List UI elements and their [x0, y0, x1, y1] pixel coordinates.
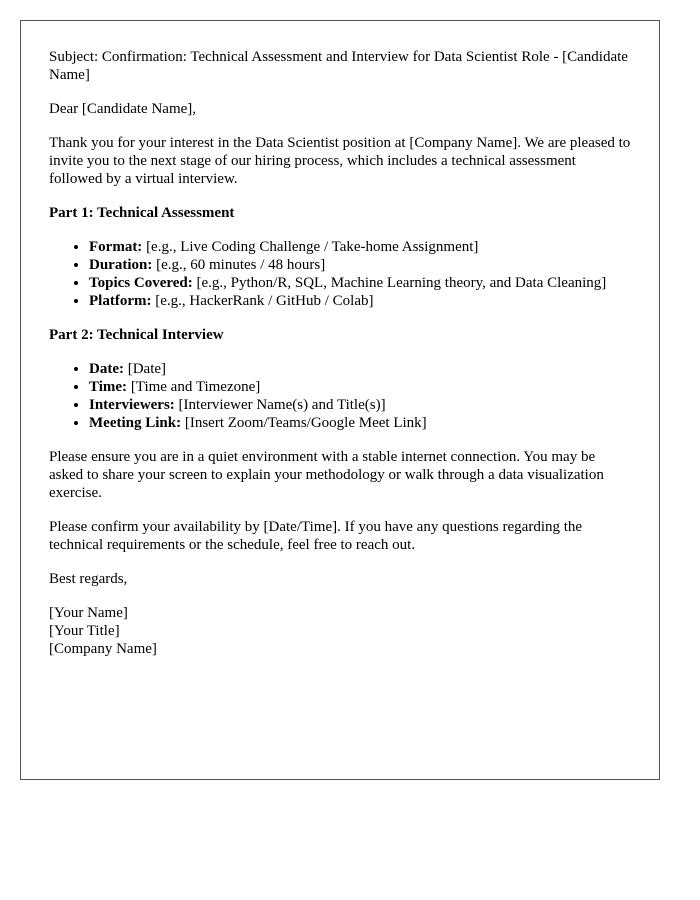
part1-list — [49, 238, 631, 310]
item-value: [Insert Zoom/Teams/Google Meet Link] — [181, 415, 427, 431]
list-item — [89, 414, 631, 432]
signature-name: [Your Name] — [49, 605, 128, 621]
item-value: [Date] — [123, 361, 167, 377]
item-value: [e.g., HackerRank / GitHub / Colab] — [151, 293, 374, 309]
item-term: Meeting Link: — [89, 415, 182, 431]
item-term: Platform: — [89, 293, 152, 309]
list-item — [89, 274, 631, 292]
confirm-paragraph: Please confirm your availability by [Date/Time]. If you have any questions regarding the technical requirements or the schedule, feel free to reach out. — [49, 519, 583, 553]
list-item — [89, 292, 631, 310]
subject-line: Subject: Confirmation: Technical Assessment and Interview for Data Scientist Role - [Candidate Name] — [49, 49, 628, 83]
signature-company: [Company Name] — [49, 641, 157, 657]
item-value: [e.g., Python/R, SQL, Machine Learning theory, and Data Cleaning] — [192, 275, 607, 291]
signature-block — [49, 604, 631, 658]
list-item — [89, 396, 631, 414]
list-item — [89, 360, 631, 378]
item-term: Topics Covered: — [89, 275, 193, 291]
item-value: [e.g., 60 minutes / 48 hours] — [152, 257, 326, 273]
signature-title: [Your Title] — [49, 623, 120, 639]
item-term: Duration: — [89, 257, 153, 273]
item-value: [e.g., Live Coding Challenge / Take-home Assignment] — [142, 239, 479, 255]
closing: Best regards, — [49, 571, 128, 587]
item-value: [Time and Timezone] — [127, 379, 261, 395]
item-term: Date: — [89, 361, 124, 377]
item-value: [Interviewer Name(s) and Title(s)] — [174, 397, 386, 413]
list-item — [89, 378, 631, 396]
item-term: Format: — [89, 239, 143, 255]
item-term: Interviewers: — [89, 397, 175, 413]
environment-paragraph: Please ensure you are in a quiet environment with a stable internet connection. You may be asked to share your screen to explain your methodology or walk through a data visualization exercise. — [49, 449, 604, 501]
part2-heading: Part 2: Technical Interview — [49, 327, 224, 343]
item-term: Time: — [89, 379, 128, 395]
list-item — [89, 238, 631, 256]
part1-heading: Part 1: Technical Assessment — [49, 205, 235, 221]
part2-list — [49, 360, 631, 432]
intro-paragraph: Thank you for your interest in the Data Scientist position at [Company Name]. We are pleased to invite you to the next stage of our hiring process, which includes a technical assessment followed by a virtual interview. — [49, 135, 631, 187]
letter-document — [20, 20, 660, 780]
greeting: Dear [Candidate Name], — [49, 101, 197, 117]
list-item — [89, 256, 631, 274]
